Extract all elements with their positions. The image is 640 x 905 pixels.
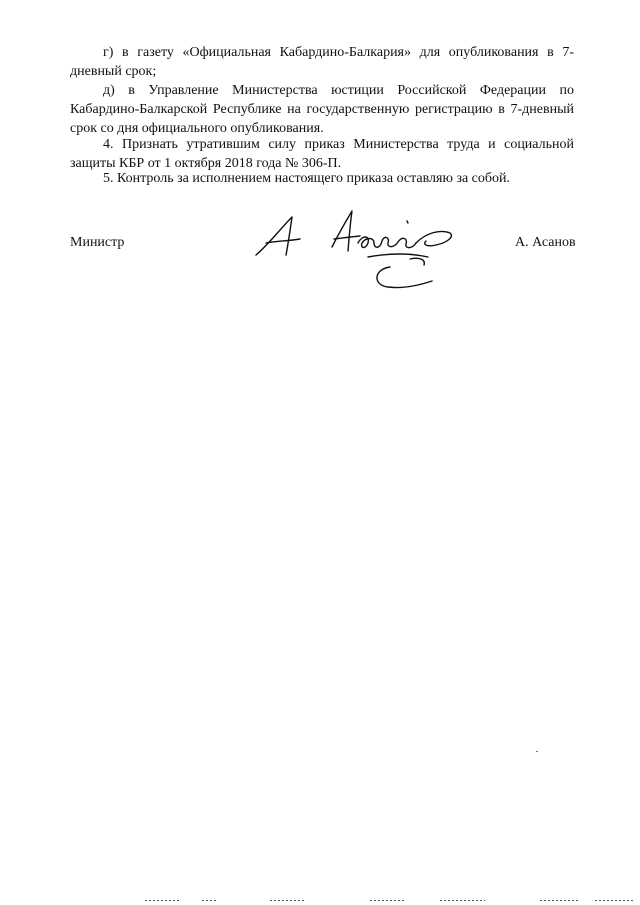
paragraph-control-clause: 5. Контроль за исполнением настоящего приказа оставляю за собой. (103, 171, 511, 186)
scan-artifact (536, 751, 538, 752)
scan-edge-artifact (140, 899, 640, 902)
paragraph-repeal-order: 4. Признать утратившим силу приказ Министерства труда и социальной защиты КБР от 1 октября 2018 года № 306-П. (70, 137, 574, 171)
paragraph-ministry-justice-registration: д) в Управление Министерства юстиции Российской Федерации по Кабардино-Балкарской Республике на государственную регистрацию в 7-дневный срок со дня официального опубликования. (70, 83, 574, 136)
paragraph-publication-newspaper: г) в газету «Официальная Кабардино-Балкария» для опубликования в 7-дневный срок; (70, 45, 574, 79)
signatory-title: Министр (70, 235, 125, 250)
handwritten-signature (250, 205, 460, 295)
signatory-name: А. Асанов (515, 235, 576, 250)
